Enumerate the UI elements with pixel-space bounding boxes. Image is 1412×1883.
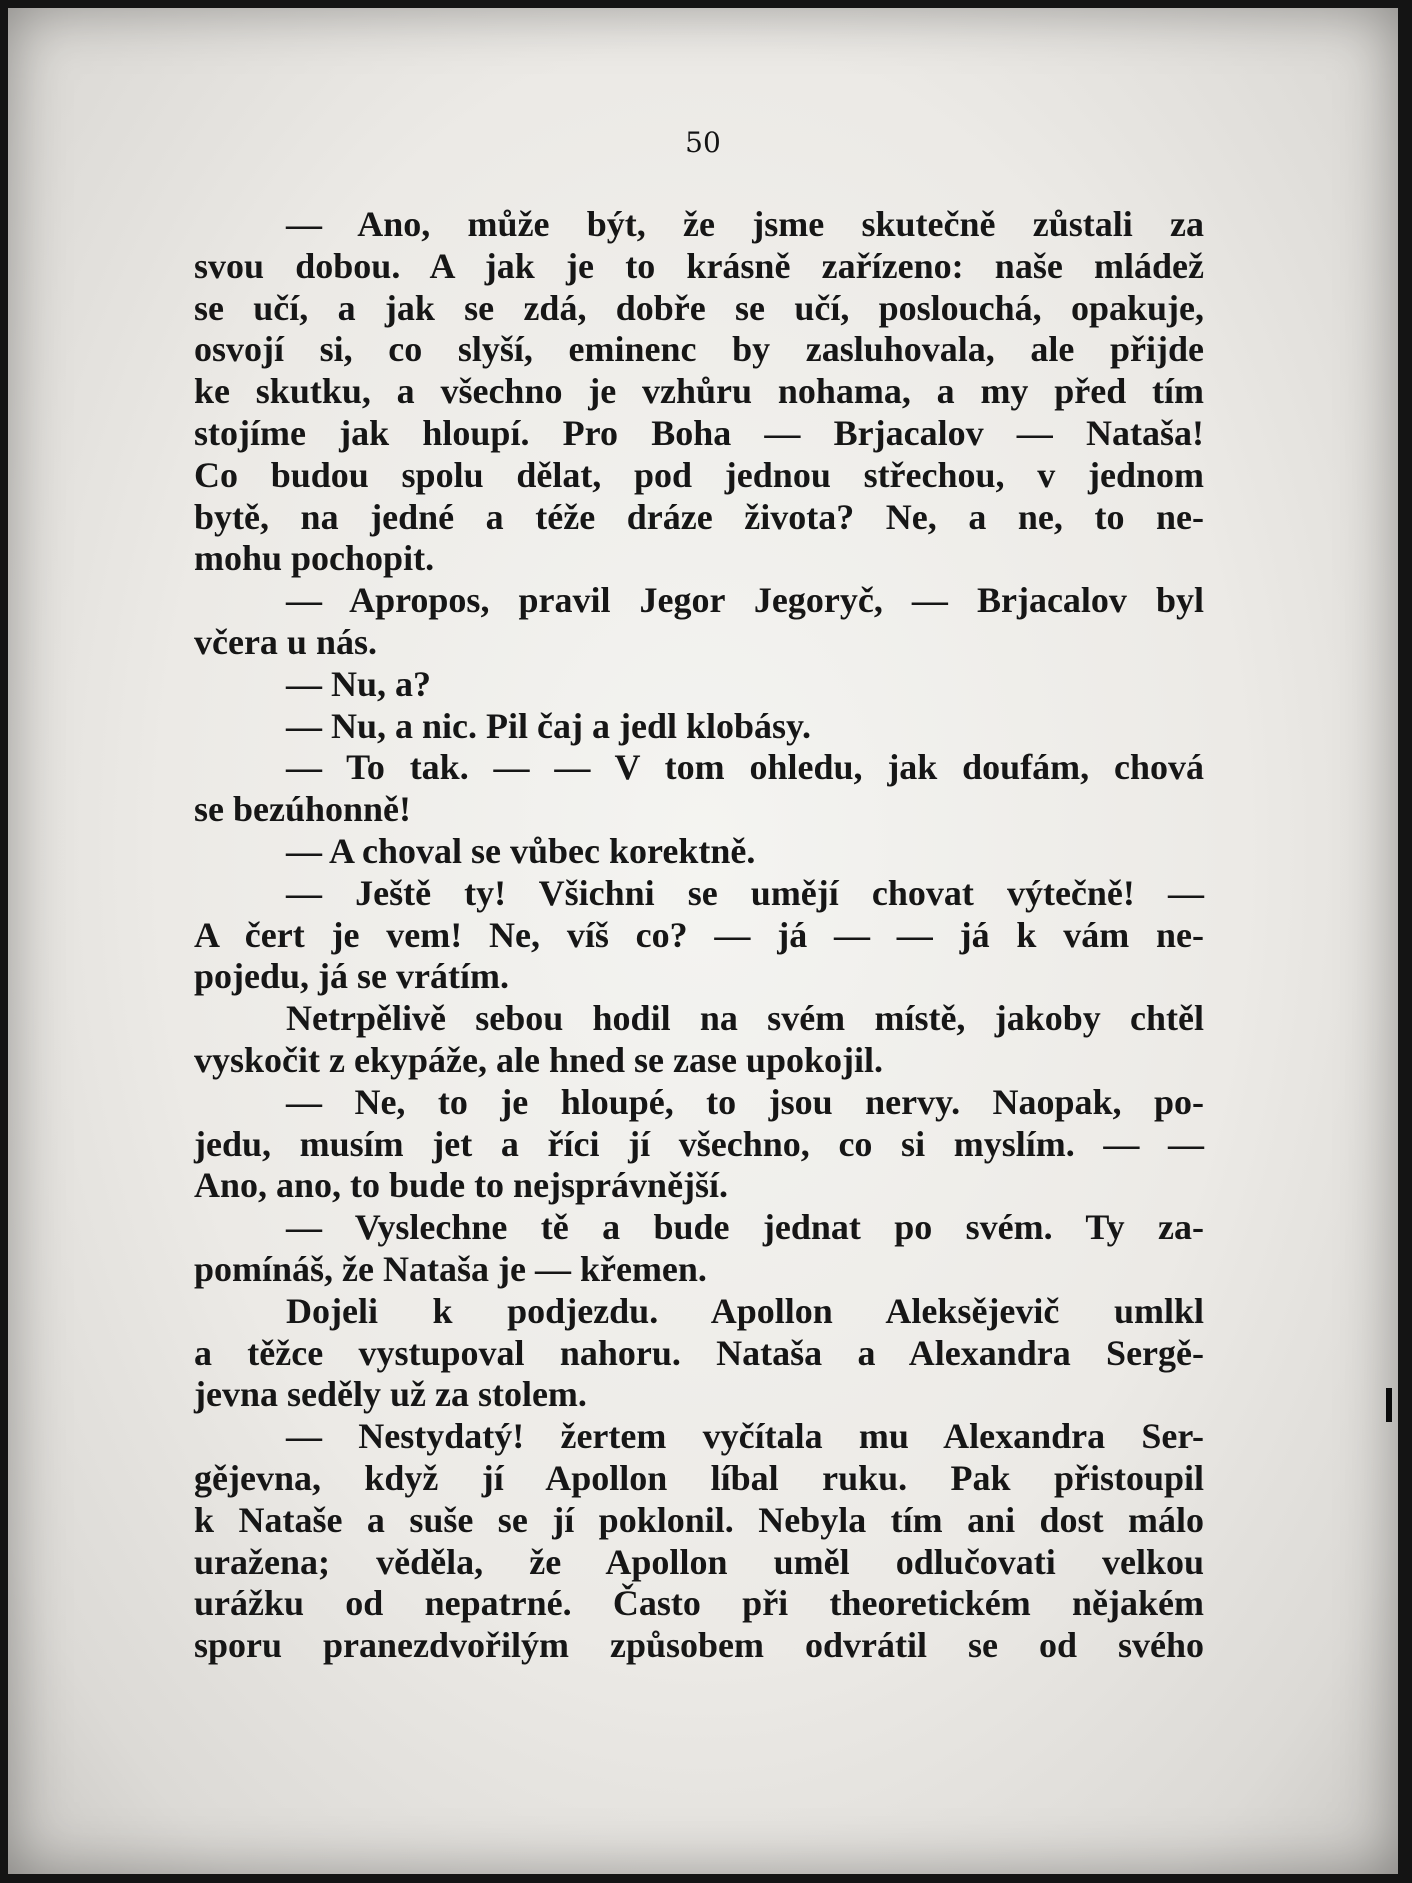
text-line: k Nataše a suše se jí poklonil. Nebyla tím ani dost málo	[194, 1499, 1204, 1540]
text-line: Co budou spolu dělat, pod jednou střechou, v jednom	[194, 454, 1204, 495]
text-line: — Nu, a nic. Pil čaj a jedl klobásy.	[286, 705, 812, 746]
text-line: včera u nás.	[194, 621, 377, 662]
text-line: bytě, na jedné a téže dráze života? Ne, a ne, to ne-	[194, 496, 1204, 537]
binding-edge-mark	[1386, 1388, 1392, 1422]
text-line: mohu pochopit.	[194, 538, 435, 579]
text-line: sporu pranezdvořilým způsobem odvrátil se od svého	[194, 1625, 1204, 1666]
text-line: urážku od nepatrné. Často při theoretickém nějakém	[194, 1583, 1204, 1624]
text-line: uražena; věděla, že Apollon uměl odlučovati velkou	[194, 1541, 1204, 1582]
text-line: — Ještě ty! Všichni se umějí chovat výtečně! —	[286, 872, 1204, 913]
text-line: jedu, musím jet a říci jí všechno, co si myslím. — —	[194, 1123, 1204, 1164]
text-line: — Ne, to je hloupé, to jsou nervy. Naopak, po-	[286, 1081, 1204, 1122]
text-line: stojíme jak hloupí. Pro Boha — Brjacalov — Nataša!	[194, 412, 1204, 453]
text-line: se učí, a jak se zdá, dobře se učí, poslouchá, opakuje,	[194, 287, 1204, 328]
text-line: — Vyslechne tě a bude jednat po svém. Ty za-	[286, 1207, 1204, 1248]
text-line: Dojeli k podjezdu. Apollon Aleksějevič umlkl	[286, 1290, 1204, 1331]
text-line: osvojí si, co slyší, eminenc by zasluhovala, ale přijde	[194, 329, 1204, 370]
text-line: — Ano, může být, že jsme skutečně zůstali za	[286, 204, 1204, 244]
text-line: se bezúhonně!	[194, 789, 412, 830]
text-line: A čert je vem! Ne, víš co? — já — — já k vám ne-	[194, 914, 1204, 955]
text-line: — Nu, a?	[286, 663, 432, 704]
text-line: — To tak. — — V tom ohledu, jak doufám, chová	[286, 747, 1204, 788]
text-line: ke skutku, a všechno je vzhůru nohama, a my před tím	[194, 371, 1204, 412]
text-line: pojedu, já se vrátím.	[194, 956, 509, 997]
text-line: jevna seděly už za stolem.	[194, 1374, 587, 1415]
text-line: svou dobou. A jak je to krásně zařízeno: naše mládež	[194, 245, 1204, 286]
text-line: — A choval se vůbec korektně.	[286, 830, 756, 871]
text-line: — Apropos, pravil Jegor Jegoryč, — Brjacalov byl	[286, 580, 1204, 621]
text-line: pomínáš, že Nataša je — křemen.	[194, 1248, 707, 1289]
text-line: Netrpělivě sebou hodil na svém místě, jakoby chtěl	[286, 998, 1204, 1039]
scanned-page	[8, 8, 1398, 1874]
page-number: 50	[685, 126, 721, 159]
text-line: — Nestydatý! žertem vyčítala mu Alexandra Ser-	[286, 1416, 1204, 1457]
text-line: gějevna, když jí Apollon líbal ruku. Pak přistoupil	[194, 1457, 1204, 1498]
text-line: a těžce vystupoval nahoru. Nataša a Alexandra Sergě-	[194, 1332, 1204, 1373]
body-text	[194, 204, 1204, 1667]
text-line: Ano, ano, to bude to nejsprávnější.	[194, 1165, 729, 1206]
text-line: vyskočit z ekypáže, ale hned se zase upokojil.	[194, 1039, 883, 1080]
